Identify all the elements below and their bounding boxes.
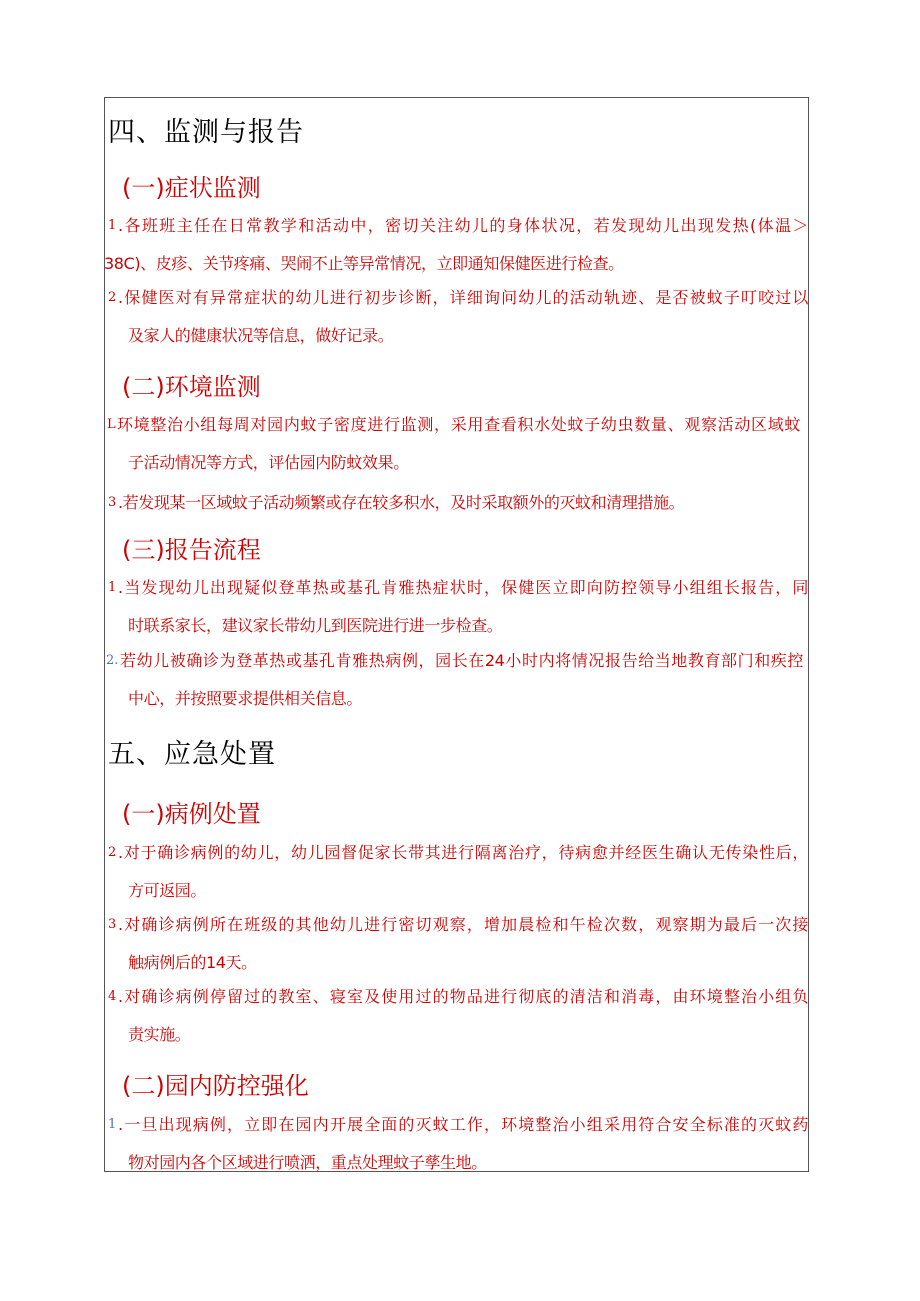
list-item-text: 环境整治小组每周对园内蚊子密度进行监测，采用查看积水处蚊子幼虫数量、观察活动区域蚊 xyxy=(117,415,800,434)
list-item-text: 若幼儿被确诊为登革热或基孔肯雅热病例，园长在24小时内将情况报告给当地教育部门和疾控 xyxy=(120,651,803,670)
list-item-number: 4 xyxy=(108,989,117,1004)
list-item-text: .对确诊病例所在班级的其他幼儿进行密切观察，增加晨检和午检次数，观察期为最后一次接 xyxy=(118,915,808,934)
list-item-text-continued: 子活动情况等方式，评估园内防蚊效果。 xyxy=(128,453,409,472)
subsection-reporting-process-heading: (三)报告流程 xyxy=(122,536,261,564)
subsection-environment-monitoring-heading: (二)环境监测 xyxy=(122,373,261,401)
list-item-number: 1 xyxy=(108,218,117,233)
list-item-number: 2 xyxy=(108,845,117,860)
list-item-text-continued: 时联系家长，建议家长带幼儿到医院进行进一步检查。 xyxy=(128,616,503,635)
list-item-number: 2. xyxy=(106,653,119,668)
list-item-text: .若发现某一区域蚊子活动频繁或存在较多积水，及时采取额外的灭蚊和清理措施。 xyxy=(118,493,685,512)
list-item-text: .对于确诊病例的幼儿，幼儿园督促家长带其进行隔离治疗，待病愈并经医生确认无传染性后， xyxy=(118,843,808,862)
list-item-text-continued: 38C)、皮疹、关节疼痛、哭闹不止等异常情况，立即通知保健医进行检查。 xyxy=(104,254,624,273)
list-item-text-continued: 及家人的健康状况等信息，做好记录。 xyxy=(128,326,394,345)
section-4-heading: 四、监测与报告 xyxy=(108,117,304,148)
list-item-text-continued: 责实施。 xyxy=(128,1025,191,1044)
list-item-text: .保健医对有异常症状的幼儿进行初步诊断，详细询问幼儿的活动轨迹、是否被蚊子叮咬过以 xyxy=(118,288,808,307)
list-item-text: .一旦出现病例，立即在园内开展全面的灭蚊工作，环境整治小组采用符合安全标准的灭蚊药 xyxy=(118,1115,808,1134)
list-item-text-continued: 触病例后的14天。 xyxy=(128,953,257,972)
list-item-number: L xyxy=(107,417,116,432)
list-item-number: 3 xyxy=(108,917,117,932)
list-item-number: 2 xyxy=(108,290,117,305)
subsection-case-handling-heading: (一)病例处置 xyxy=(122,800,261,828)
list-item-number: 1 xyxy=(108,1117,117,1132)
list-item-number: 1 xyxy=(108,580,117,595)
subsection-campus-prevention-heading: (二)园内防控强化 xyxy=(122,1072,309,1100)
list-item-text: .对确诊病例停留过的教室、寝室及使用过的物品进行彻底的清洁和消毒，由环境整治小组负 xyxy=(118,987,808,1006)
list-item-text-continued: 物对园内各个区域进行喷洒，重点处理蚊子孳生地。 xyxy=(128,1153,487,1172)
list-item-number: 3 xyxy=(108,495,117,510)
section-5-heading: 五、应急处置 xyxy=(108,739,276,770)
list-item-text: .各班班主任在日常教学和活动中，密切关注幼儿的身体状况，若发现幼儿出现发热(体温＞ xyxy=(118,216,808,235)
subsection-symptom-monitoring-heading: (一)症状监测 xyxy=(122,174,261,202)
list-item-text: .当发现幼儿出现疑似登革热或基孔肯雅热症状时，保健医立即向防控领导小组组长报告，同 xyxy=(118,578,808,597)
list-item-text-continued: 中心，并按照要求提供相关信息。 xyxy=(128,689,363,708)
list-item-text-continued: 方可返园。 xyxy=(128,881,207,900)
